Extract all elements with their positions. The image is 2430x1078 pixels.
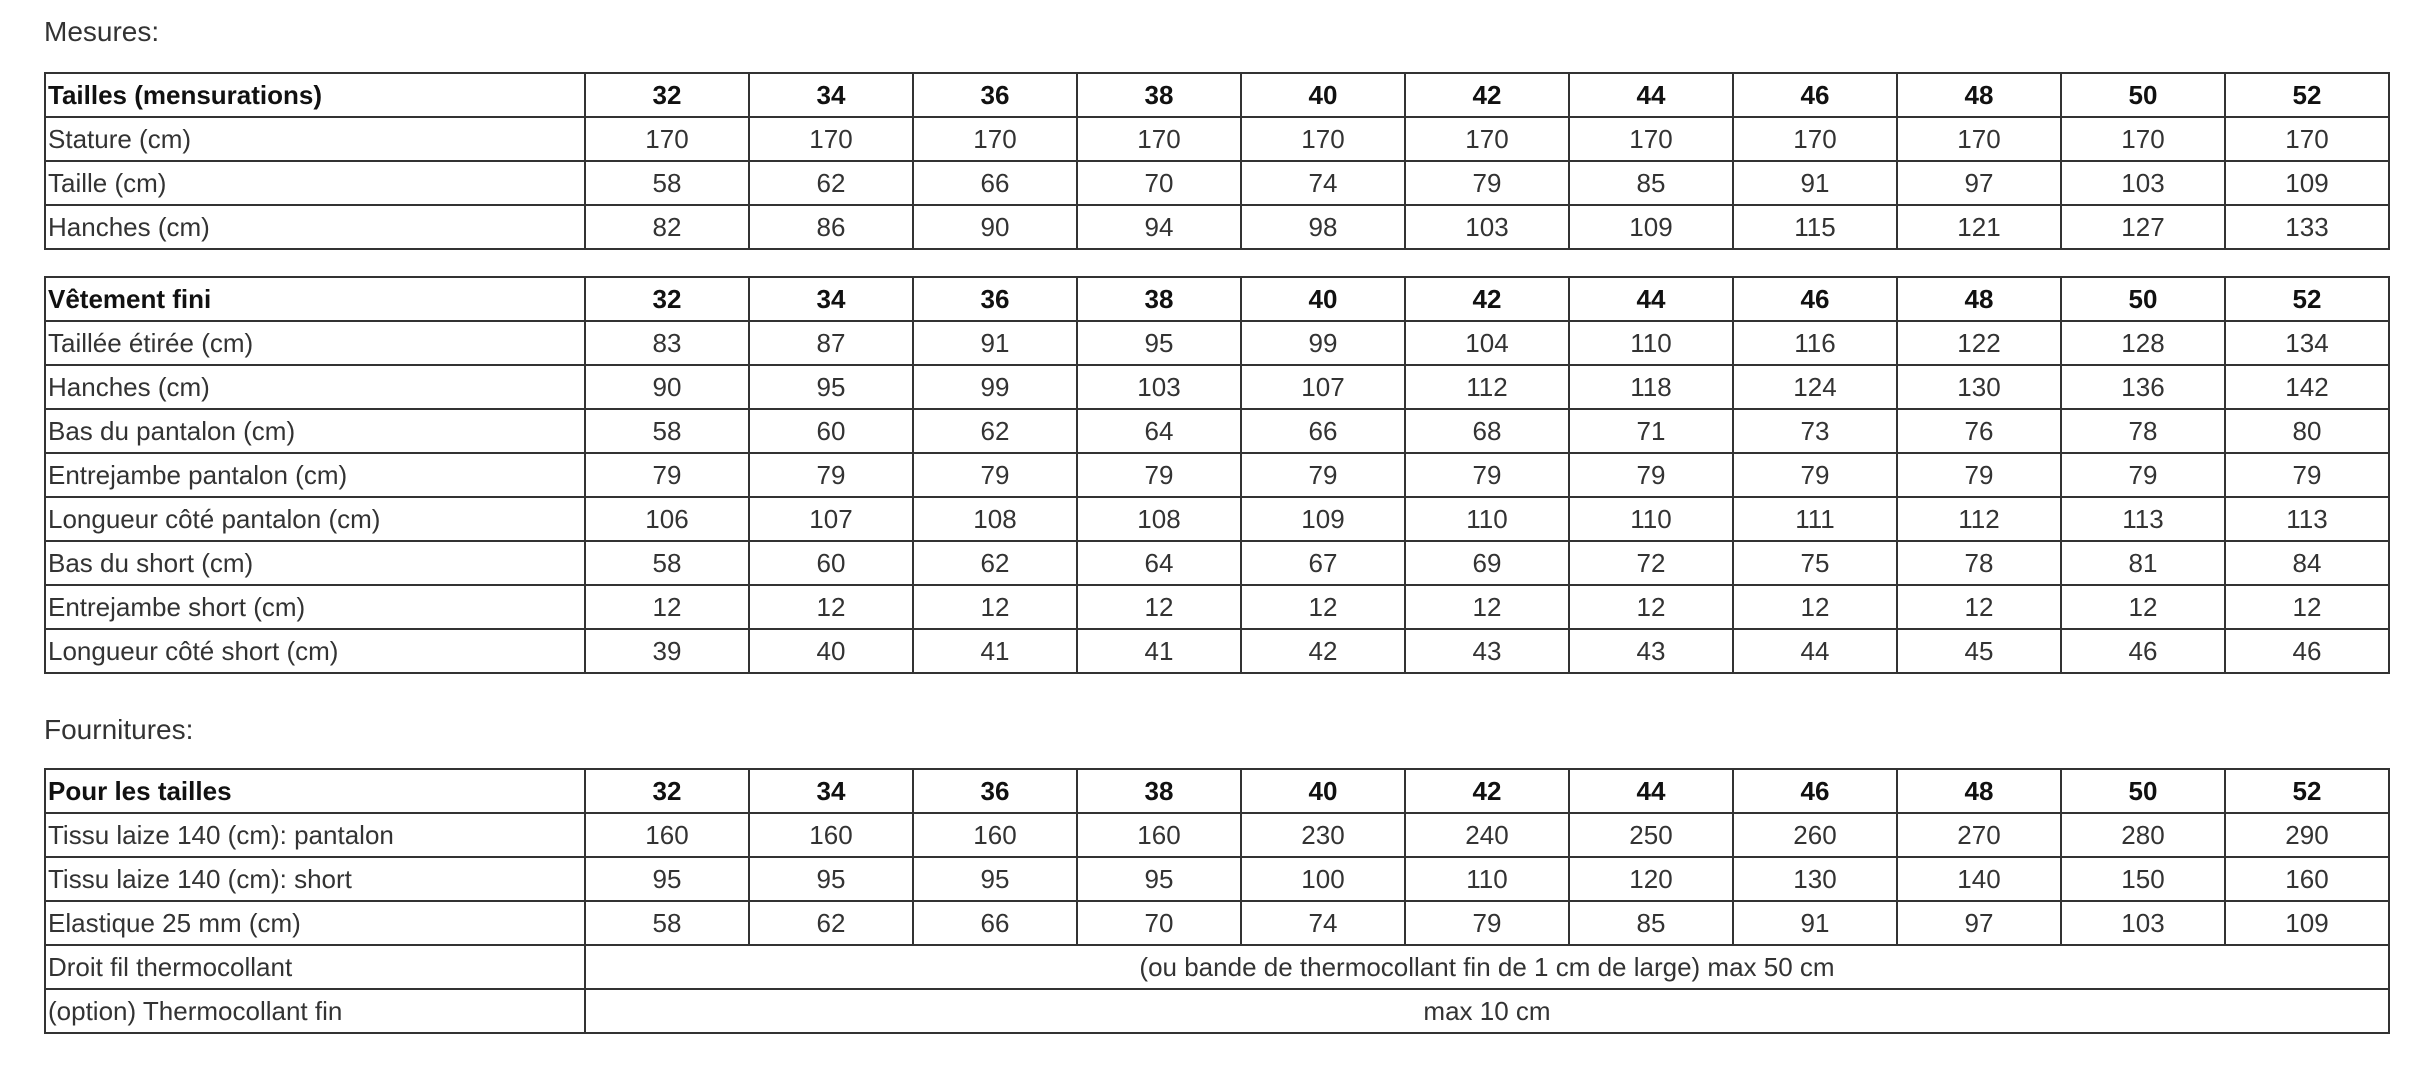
value-cell: 112 <box>1405 365 1569 409</box>
value-cell: 170 <box>1897 117 2061 161</box>
value-cell: 58 <box>585 901 749 945</box>
size-header-cell: 42 <box>1405 277 1569 321</box>
table-header-label: Pour les tailles <box>45 769 585 813</box>
value-cell: 12 <box>1897 585 2061 629</box>
table-row <box>45 453 2389 497</box>
spanning-value-cell: (ou bande de thermocollant fin de 1 cm de large) max 50 cm <box>585 945 2389 989</box>
value-cell: 74 <box>1241 901 1405 945</box>
value-cell: 60 <box>749 541 913 585</box>
value-cell: 79 <box>1897 453 2061 497</box>
value-cell: 70 <box>1077 161 1241 205</box>
value-cell: 82 <box>585 205 749 249</box>
value-cell: 170 <box>585 117 749 161</box>
value-cell: 260 <box>1733 813 1897 857</box>
size-header-cell: 44 <box>1569 769 1733 813</box>
value-cell: 97 <box>1897 901 2061 945</box>
value-cell: 250 <box>1569 813 1733 857</box>
value-cell: 12 <box>1733 585 1897 629</box>
table-row <box>45 901 2389 945</box>
value-cell: 84 <box>2225 541 2389 585</box>
row-label: Taillée étirée (cm) <box>45 321 585 365</box>
row-label: Elastique 25 mm (cm) <box>45 901 585 945</box>
value-cell: 79 <box>1241 453 1405 497</box>
value-cell: 108 <box>1077 497 1241 541</box>
value-cell: 85 <box>1569 901 1733 945</box>
value-cell: 79 <box>585 453 749 497</box>
value-cell: 39 <box>585 629 749 673</box>
size-header-cell: 40 <box>1241 73 1405 117</box>
table-header-row <box>45 73 2389 117</box>
value-cell: 104 <box>1405 321 1569 365</box>
table-row <box>45 161 2389 205</box>
value-cell: 79 <box>1405 161 1569 205</box>
value-cell: 170 <box>1241 117 1405 161</box>
mesures-title: Mesures: <box>44 16 160 47</box>
size-header-cell: 48 <box>1897 277 2061 321</box>
value-cell: 66 <box>1241 409 1405 453</box>
size-header-cell: 36 <box>913 277 1077 321</box>
value-cell: 107 <box>1241 365 1405 409</box>
value-cell: 66 <box>913 161 1077 205</box>
value-cell: 160 <box>749 813 913 857</box>
table-header-row <box>45 769 2389 813</box>
table-row <box>45 813 2389 857</box>
size-header-cell: 52 <box>2225 769 2389 813</box>
value-cell: 109 <box>1569 205 1733 249</box>
value-cell: 12 <box>913 585 1077 629</box>
value-cell: 99 <box>1241 321 1405 365</box>
value-cell: 94 <box>1077 205 1241 249</box>
spanning-value-cell: max 10 cm <box>585 989 2389 1033</box>
value-cell: 130 <box>1897 365 2061 409</box>
value-cell: 115 <box>1733 205 1897 249</box>
value-cell: 170 <box>749 117 913 161</box>
size-header-cell: 46 <box>1733 277 1897 321</box>
value-cell: 91 <box>913 321 1077 365</box>
table-row <box>45 989 2389 1033</box>
value-cell: 12 <box>1405 585 1569 629</box>
value-cell: 79 <box>1405 901 1569 945</box>
value-cell: 290 <box>2225 813 2389 857</box>
value-cell: 95 <box>585 857 749 901</box>
table-row <box>45 857 2389 901</box>
value-cell: 130 <box>1733 857 1897 901</box>
size-header-cell: 42 <box>1405 73 1569 117</box>
value-cell: 79 <box>749 453 913 497</box>
value-cell: 127 <box>2061 205 2225 249</box>
row-label: (option) Thermocollant fin <box>45 989 585 1033</box>
value-cell: 87 <box>749 321 913 365</box>
value-cell: 140 <box>1897 857 2061 901</box>
value-cell: 106 <box>585 497 749 541</box>
row-label: Hanches (cm) <box>45 205 585 249</box>
size-header-cell: 32 <box>585 769 749 813</box>
value-cell: 46 <box>2061 629 2225 673</box>
table-row <box>45 629 2389 673</box>
value-cell: 122 <box>1897 321 2061 365</box>
value-cell: 113 <box>2225 497 2389 541</box>
value-cell: 86 <box>749 205 913 249</box>
row-label: Tissu laize 140 (cm): short <box>45 857 585 901</box>
value-cell: 12 <box>585 585 749 629</box>
table-row <box>45 945 2389 989</box>
value-cell: 62 <box>749 161 913 205</box>
row-label: Bas du pantalon (cm) <box>45 409 585 453</box>
value-cell: 44 <box>1733 629 1897 673</box>
value-cell: 107 <box>749 497 913 541</box>
fournitures-title: Fournitures: <box>44 714 194 745</box>
size-header-cell: 38 <box>1077 73 1241 117</box>
value-cell: 58 <box>585 541 749 585</box>
value-cell: 95 <box>913 857 1077 901</box>
value-cell: 128 <box>2061 321 2225 365</box>
value-cell: 124 <box>1733 365 1897 409</box>
table-row <box>45 321 2389 365</box>
value-cell: 60 <box>749 409 913 453</box>
value-cell: 109 <box>1241 497 1405 541</box>
value-cell: 43 <box>1569 629 1733 673</box>
row-label: Entrejambe short (cm) <box>45 585 585 629</box>
value-cell: 79 <box>1569 453 1733 497</box>
value-cell: 112 <box>1897 497 2061 541</box>
table-row <box>45 497 2389 541</box>
value-cell: 79 <box>1405 453 1569 497</box>
value-cell: 43 <box>1405 629 1569 673</box>
size-header-cell: 40 <box>1241 769 1405 813</box>
size-header-cell: 44 <box>1569 73 1733 117</box>
value-cell: 98 <box>1241 205 1405 249</box>
value-cell: 103 <box>2061 161 2225 205</box>
size-header-cell: 50 <box>2061 73 2225 117</box>
size-header-cell: 32 <box>585 73 749 117</box>
value-cell: 170 <box>1733 117 1897 161</box>
value-cell: 58 <box>585 161 749 205</box>
value-cell: 66 <box>913 901 1077 945</box>
size-header-cell: 34 <box>749 769 913 813</box>
value-cell: 91 <box>1733 901 1897 945</box>
value-cell: 109 <box>2225 901 2389 945</box>
value-cell: 79 <box>2225 453 2389 497</box>
row-label: Longueur côté pantalon (cm) <box>45 497 585 541</box>
value-cell: 110 <box>1569 497 1733 541</box>
value-cell: 72 <box>1569 541 1733 585</box>
value-cell: 95 <box>1077 857 1241 901</box>
value-cell: 45 <box>1897 629 2061 673</box>
value-cell: 142 <box>2225 365 2389 409</box>
value-cell: 150 <box>2061 857 2225 901</box>
value-cell: 12 <box>1077 585 1241 629</box>
value-cell: 95 <box>749 365 913 409</box>
table-row <box>45 205 2389 249</box>
value-cell: 85 <box>1569 161 1733 205</box>
value-cell: 76 <box>1897 409 2061 453</box>
value-cell: 78 <box>1897 541 2061 585</box>
value-cell: 95 <box>749 857 913 901</box>
table-row <box>45 365 2389 409</box>
value-cell: 100 <box>1241 857 1405 901</box>
table-header-row <box>45 277 2389 321</box>
value-cell: 99 <box>913 365 1077 409</box>
row-label: Stature (cm) <box>45 117 585 161</box>
value-cell: 79 <box>1733 453 1897 497</box>
value-cell: 111 <box>1733 497 1897 541</box>
value-cell: 170 <box>1077 117 1241 161</box>
size-header-cell: 50 <box>2061 769 2225 813</box>
value-cell: 170 <box>1569 117 1733 161</box>
value-cell: 170 <box>913 117 1077 161</box>
row-label: Bas du short (cm) <box>45 541 585 585</box>
table-row <box>45 541 2389 585</box>
value-cell: 109 <box>2225 161 2389 205</box>
vetement-fini-table <box>44 276 2390 674</box>
row-label: Tissu laize 140 (cm): pantalon <box>45 813 585 857</box>
value-cell: 69 <box>1405 541 1569 585</box>
value-cell: 230 <box>1241 813 1405 857</box>
value-cell: 79 <box>2061 453 2225 497</box>
value-cell: 79 <box>1077 453 1241 497</box>
value-cell: 113 <box>2061 497 2225 541</box>
size-header-cell: 32 <box>585 277 749 321</box>
value-cell: 42 <box>1241 629 1405 673</box>
value-cell: 12 <box>1241 585 1405 629</box>
size-header-cell: 48 <box>1897 769 2061 813</box>
table-header-label: Tailles (mensurations) <box>45 73 585 117</box>
value-cell: 70 <box>1077 901 1241 945</box>
value-cell: 160 <box>585 813 749 857</box>
value-cell: 68 <box>1405 409 1569 453</box>
value-cell: 103 <box>1405 205 1569 249</box>
value-cell: 62 <box>913 409 1077 453</box>
fournitures-table <box>44 768 2390 1034</box>
value-cell: 108 <box>913 497 1077 541</box>
size-header-cell: 40 <box>1241 277 1405 321</box>
value-cell: 75 <box>1733 541 1897 585</box>
value-cell: 46 <box>2225 629 2389 673</box>
value-cell: 110 <box>1405 857 1569 901</box>
row-label: Droit fil thermocollant <box>45 945 585 989</box>
size-header-cell: 42 <box>1405 769 1569 813</box>
value-cell: 80 <box>2225 409 2389 453</box>
value-cell: 12 <box>2061 585 2225 629</box>
value-cell: 103 <box>1077 365 1241 409</box>
row-label: Hanches (cm) <box>45 365 585 409</box>
value-cell: 134 <box>2225 321 2389 365</box>
value-cell: 120 <box>1569 857 1733 901</box>
value-cell: 110 <box>1405 497 1569 541</box>
value-cell: 12 <box>2225 585 2389 629</box>
table-row <box>45 409 2389 453</box>
value-cell: 270 <box>1897 813 2061 857</box>
value-cell: 79 <box>913 453 1077 497</box>
row-label: Longueur côté short (cm) <box>45 629 585 673</box>
size-header-cell: 38 <box>1077 277 1241 321</box>
value-cell: 118 <box>1569 365 1733 409</box>
value-cell: 62 <box>913 541 1077 585</box>
size-header-cell: 38 <box>1077 769 1241 813</box>
size-header-cell: 46 <box>1733 73 1897 117</box>
value-cell: 116 <box>1733 321 1897 365</box>
size-header-cell: 44 <box>1569 277 1733 321</box>
value-cell: 71 <box>1569 409 1733 453</box>
value-cell: 90 <box>585 365 749 409</box>
value-cell: 90 <box>913 205 1077 249</box>
value-cell: 91 <box>1733 161 1897 205</box>
size-header-cell: 48 <box>1897 73 2061 117</box>
row-label: Taille (cm) <box>45 161 585 205</box>
value-cell: 136 <box>2061 365 2225 409</box>
value-cell: 62 <box>749 901 913 945</box>
value-cell: 133 <box>2225 205 2389 249</box>
value-cell: 280 <box>2061 813 2225 857</box>
value-cell: 121 <box>1897 205 2061 249</box>
size-header-cell: 34 <box>749 73 913 117</box>
size-header-cell: 36 <box>913 73 1077 117</box>
value-cell: 12 <box>749 585 913 629</box>
table-row <box>45 117 2389 161</box>
value-cell: 12 <box>1569 585 1733 629</box>
size-header-cell: 46 <box>1733 769 1897 813</box>
value-cell: 74 <box>1241 161 1405 205</box>
size-header-cell: 50 <box>2061 277 2225 321</box>
row-label: Entrejambe pantalon (cm) <box>45 453 585 497</box>
value-cell: 64 <box>1077 541 1241 585</box>
value-cell: 58 <box>585 409 749 453</box>
value-cell: 41 <box>913 629 1077 673</box>
value-cell: 240 <box>1405 813 1569 857</box>
value-cell: 41 <box>1077 629 1241 673</box>
table-row <box>45 585 2389 629</box>
value-cell: 95 <box>1077 321 1241 365</box>
size-header-cell: 34 <box>749 277 913 321</box>
value-cell: 103 <box>2061 901 2225 945</box>
value-cell: 110 <box>1569 321 1733 365</box>
size-header-cell: 36 <box>913 769 1077 813</box>
value-cell: 160 <box>913 813 1077 857</box>
value-cell: 83 <box>585 321 749 365</box>
table-header-label: Vêtement fini <box>45 277 585 321</box>
mensurations-table <box>44 72 2390 250</box>
value-cell: 170 <box>2225 117 2389 161</box>
value-cell: 78 <box>2061 409 2225 453</box>
size-header-cell: 52 <box>2225 277 2389 321</box>
value-cell: 40 <box>749 629 913 673</box>
value-cell: 97 <box>1897 161 2061 205</box>
size-header-cell: 52 <box>2225 73 2389 117</box>
value-cell: 170 <box>1405 117 1569 161</box>
value-cell: 170 <box>2061 117 2225 161</box>
value-cell: 81 <box>2061 541 2225 585</box>
value-cell: 160 <box>2225 857 2389 901</box>
value-cell: 160 <box>1077 813 1241 857</box>
value-cell: 67 <box>1241 541 1405 585</box>
value-cell: 64 <box>1077 409 1241 453</box>
value-cell: 73 <box>1733 409 1897 453</box>
